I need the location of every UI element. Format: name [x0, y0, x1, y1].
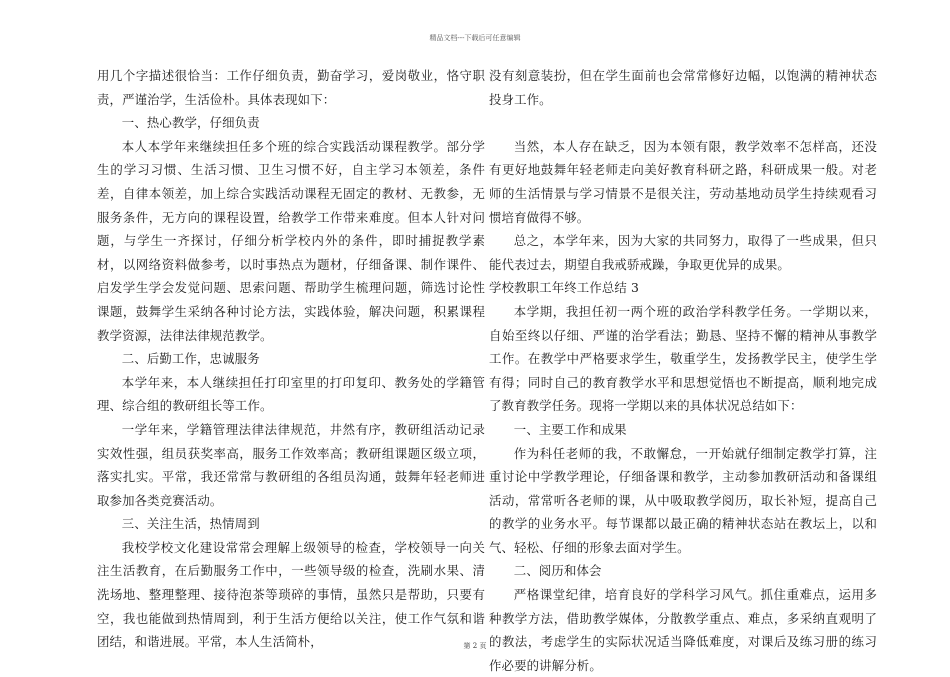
- paragraph: 没有刻意装扮，但在学生面前也会常常修好边幅，以饱满的精神状态投身工作。: [489, 68, 877, 107]
- page-number: 第 2 页: [463, 642, 487, 650]
- paragraph: 本学期，我担任初一两个班的政治学科教学任务。一学期以来，自始至终以仔细、严谨的治学看法；勤恳、坚持不懈的精神从事教学工作。在教学中严格要求学生，敬重学生，发扬教学民主，使学生学有得；同时自己的教育教学水平和思想觉悟也不断提高，顺利地完成了教育教学任务。现将一学期以来的具体状况总结如下：: [489, 303, 877, 414]
- paragraph: 一学年来，学籍管理法律法律规范，井然有序，教研组活动记录实效性强，组员获奖率高，服务工作效率高；教研组课题区级立项，落实扎实。平常，我还常常与教研组的各组员沟通，鼓舞年轻老师进取参加各类竞赛活动。: [97, 421, 485, 508]
- paragraph: 本人本学年来继续担任多个班的综合实践活动课程教学。部分学生的学习习惯、生活习惯、卫生习惯不好，自主学习本领差，条件差，自律本领差，加上综合实践活动课程无固定的教材、无教参，无服务条件，无方向的课程设置，给教学工作带来难度。但本人针对问题，与学生一齐探讨，仔细分析学校内外的条件，即时捕捉教学素材，以网络资料做参考，以时事热点为题材，仔细备课、制作课件、启发学生学会发觉问题、思索问题、帮助学生梳理问题，筛选讨论性课题，鼓舞学生采纳各种讨论方法，实践体验，解决问题，积累课程教学资源，法律法律规范教学。: [97, 138, 485, 343]
- paragraph: 一、热心教学，仔细负责: [121, 115, 260, 131]
- paragraph: 总之，本学年来，因为大家的共同努力，取得了一些成果，但只能代表过去，期望自我戒骄戒躁，争取更优异的成果。: [489, 233, 877, 272]
- left-column: [97, 64, 485, 654]
- paragraph: 当然，本人存在缺乏，因为本领有限，教学效率不怎样高，还没有更好地鼓舞年轻老师走向美好教育科研之路，科研成果一般。对老师的生活情景与学习情景不是很关注，劳动基地动员学生持续观看习惯培育做得不够。: [489, 138, 877, 225]
- paragraph: 二、阅历和体会: [513, 563, 602, 579]
- paragraph-gap: [489, 111, 877, 135]
- paragraph: 二、后勤工作，忠诚服务: [121, 351, 260, 367]
- paragraph: 严格课堂纪律，培育良好的学科学习风气。抓住重难点，运用多种教学方法，借助教学媒体，分散教学重点、难点，多采纳直观明了的教法，考虑学生的实际状况适当降低难度，对课后及练习册的练习作必要的讲解分析。: [489, 587, 877, 673]
- paragraph: 作为科任老师的我，不敢懈怠，一开始就仔细制定教学打算，注重讨论中学教学理论，仔细备课和教学，主动参加教研活动和备课组活动，常常听各老师的课，从中吸取教学阅历，取长补短，提高自己的教学的业务水平。每节课都以最正确的精神状态站在教坛上，以和气、轻松、仔细的形象去面对学生。: [489, 445, 877, 555]
- paragraph: 我校学校文化建设常常会理解上级领导的检查，学校领导一向关注生活教育，在后勤服务工作中，一些领导级的检查，洗刷水果、清洗场地、整理整理、接待泡茶等琐碎的事情，虽然只是帮助，只要有空，我也能做到热情周到，利于生活方便给以关注，使工作气氛和谐团结，和谐进展。平常，本人生活简朴，: [97, 539, 485, 650]
- paragraph: 本学年来，本人继续担任打印室里的打印复印、教务处的学籍管理、综合组的教研组长等工作。: [97, 374, 485, 414]
- paragraph: 用几个字描述很恰当：工作仔细负责，勤奋学习，爱岗敬业，恪守职责，严谨治学，生活俭朴。具体表现如下：: [97, 68, 485, 107]
- right-column: [489, 64, 877, 677]
- page-header: 精品文档---下载后可任意编辑: [429, 34, 521, 42]
- paragraph: 一、主要工作和成果: [513, 421, 627, 437]
- paragraph: 三、关注生活，热情周到: [121, 516, 260, 532]
- paragraph: 学校教职工年终工作总结 3: [489, 280, 640, 296]
